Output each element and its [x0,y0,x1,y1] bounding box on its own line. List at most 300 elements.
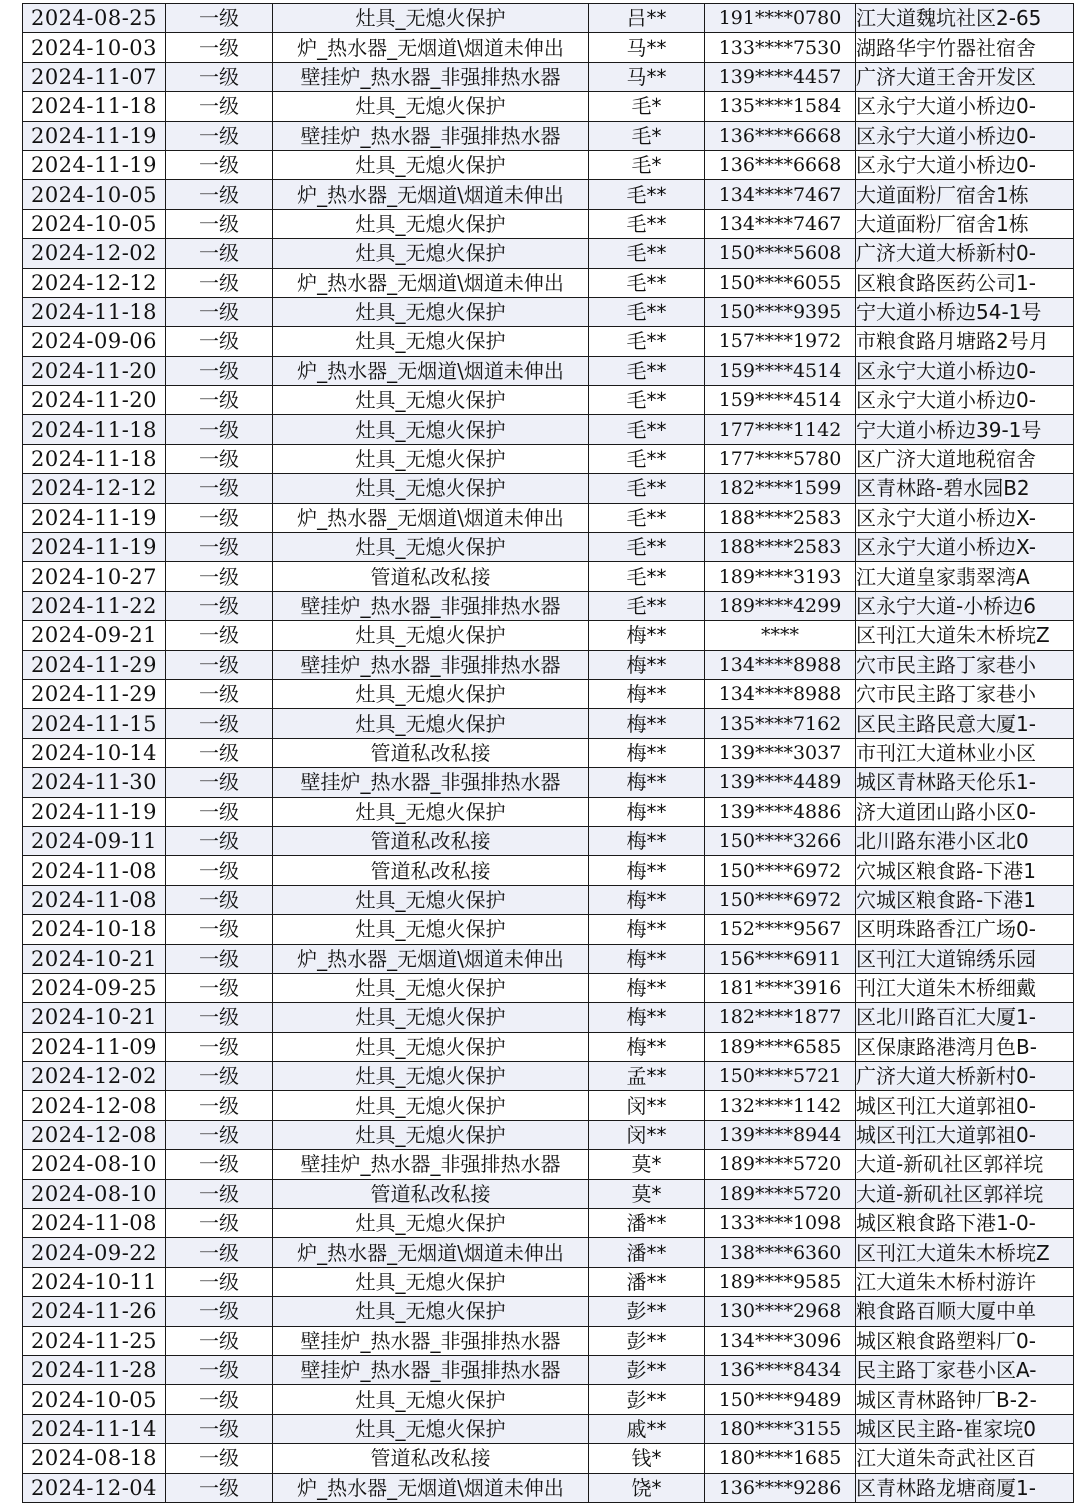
date-cell: 2024-11-26 [23,1297,166,1326]
level-cell: 一级 [166,709,273,738]
level-cell: 一级 [166,650,273,679]
date-cell: 2024-11-19 [23,797,166,826]
name-cell: 毛** [589,268,705,297]
name-cell: 毛** [589,297,705,326]
address-cell: 穴市民主路丁家巷小 [856,650,1074,679]
table-row [23,1209,1074,1238]
hazard-type-cell: 灶具_无熄火保护 [273,1062,589,1091]
phone-cell: 177****1142 [705,415,856,444]
name-cell: 梅** [589,885,705,914]
level-cell: 一级 [166,973,273,1002]
hazard-type-cell: 灶具_无熄火保护 [273,533,589,562]
date-cell: 2024-10-05 [23,209,166,238]
date-cell: 2024-11-19 [23,533,166,562]
level-cell: 一级 [166,1267,273,1296]
hazard-type-cell: 灶具_无熄火保护 [273,915,589,944]
name-cell: 梅** [589,621,705,650]
table-row [23,1267,1074,1296]
hazard-type-cell: 灶具_无熄火保护 [273,444,589,473]
hazard-type-cell: 壁挂炉_热水器_非强排热水器 [273,1326,589,1355]
level-cell: 一级 [166,180,273,209]
hazard-type-cell: 壁挂炉_热水器_非强排热水器 [273,1150,589,1179]
level-cell: 一级 [166,856,273,885]
phone-cell: 189****4299 [705,591,856,620]
hazard-type-cell: 灶具_无熄火保护 [273,1003,589,1032]
name-cell: 梅** [589,679,705,708]
address-cell: 区永宁大道-小桥边6 [856,591,1074,620]
phone-cell: 130****2968 [705,1297,856,1326]
table-row [23,885,1074,914]
hazard-type-cell: 炉_热水器_无烟道\烟道未伸出 [273,180,589,209]
name-cell: 彭** [589,1326,705,1355]
date-cell: 2024-11-08 [23,885,166,914]
table-row [23,444,1074,473]
hazard-type-cell: 炉_热水器_无烟道\烟道未伸出 [273,944,589,973]
date-cell: 2024-09-22 [23,1238,166,1267]
name-cell: 潘** [589,1267,705,1296]
phone-cell: 150****9395 [705,297,856,326]
date-cell: 2024-11-25 [23,1326,166,1355]
date-cell: 2024-08-25 [23,4,166,33]
phone-cell: 133****7530 [705,33,856,62]
table-row [23,768,1074,797]
level-cell: 一级 [166,297,273,326]
hazard-type-cell: 壁挂炉_热水器_非强排热水器 [273,62,589,91]
level-cell: 一级 [166,826,273,855]
address-cell: 区永宁大道小桥边X- [856,533,1074,562]
table-row [23,562,1074,591]
address-cell: 江大道朱木桥村游许 [856,1267,1074,1296]
address-cell: 区广济大道地税宿舍 [856,444,1074,473]
phone-cell: 134****8988 [705,679,856,708]
table-row [23,1326,1074,1355]
table-row [23,621,1074,650]
table-row [23,268,1074,297]
hazard-type-cell: 灶具_无熄火保护 [273,621,589,650]
date-cell: 2024-10-03 [23,33,166,62]
name-cell: 梅** [589,1003,705,1032]
hazard-type-cell: 灶具_无熄火保护 [273,92,589,121]
hazard-type-cell: 管道私改私接 [273,738,589,767]
level-cell: 一级 [166,503,273,532]
name-cell: 莫* [589,1179,705,1208]
name-cell: 毛** [589,533,705,562]
level-cell: 一级 [166,444,273,473]
address-cell: 大道-新矶社区郭祥垸 [856,1179,1074,1208]
table-row [23,1032,1074,1061]
level-cell: 一级 [166,1444,273,1473]
name-cell: 梅** [589,650,705,679]
address-cell: 粮食路百顺大厦中单 [856,1297,1074,1326]
level-cell: 一级 [166,768,273,797]
name-cell: 莫* [589,1150,705,1179]
level-cell: 一级 [166,1032,273,1061]
date-cell: 2024-08-10 [23,1150,166,1179]
name-cell: 毛** [589,444,705,473]
phone-cell: 156****6911 [705,944,856,973]
phone-cell: 150****5721 [705,1062,856,1091]
hazard-type-cell: 灶具_无熄火保护 [273,885,589,914]
name-cell: 彭** [589,1385,705,1414]
address-cell: 广济大道王舍开发区 [856,62,1074,91]
date-cell: 2024-11-19 [23,150,166,179]
date-cell: 2024-10-18 [23,915,166,944]
address-cell: 区刊江大道朱木桥垸Z [856,621,1074,650]
level-cell: 一级 [166,885,273,914]
date-cell: 2024-12-12 [23,474,166,503]
level-cell: 一级 [166,1091,273,1120]
hazard-type-cell: 灶具_无熄火保护 [273,797,589,826]
address-cell: 穴城区粮食路-下港1 [856,885,1074,914]
address-cell: 穴城区粮食路-下港1 [856,856,1074,885]
table-row [23,944,1074,973]
phone-cell: 136****9286 [705,1473,856,1502]
table-row [23,1003,1074,1032]
address-cell: 区永宁大道小桥边0- [856,356,1074,385]
name-cell: 马** [589,62,705,91]
table-row [23,709,1074,738]
date-cell: 2024-10-05 [23,180,166,209]
name-cell: 梅** [589,944,705,973]
date-cell: 2024-10-11 [23,1267,166,1296]
level-cell: 一级 [166,1297,273,1326]
date-cell: 2024-09-21 [23,621,166,650]
phone-cell: 139****4457 [705,62,856,91]
table-row [23,209,1074,238]
level-cell: 一级 [166,150,273,179]
phone-cell: 136****6668 [705,150,856,179]
phone-cell: 150****3266 [705,826,856,855]
date-cell: 2024-11-07 [23,62,166,91]
table-row [23,856,1074,885]
level-cell: 一级 [166,327,273,356]
name-cell: 梅** [589,1032,705,1061]
address-cell: 宁大道小桥边54-1号 [856,297,1074,326]
level-cell: 一级 [166,915,273,944]
name-cell: 梅** [589,768,705,797]
hazard-type-cell: 灶具_无熄火保护 [273,1091,589,1120]
name-cell: 梅** [589,738,705,767]
hazard-type-cell: 炉_热水器_无烟道\烟道未伸出 [273,33,589,62]
level-cell: 一级 [166,533,273,562]
table-row [23,503,1074,532]
phone-cell: 138****6360 [705,1238,856,1267]
level-cell: 一级 [166,679,273,708]
address-cell: 区永宁大道小桥边X- [856,503,1074,532]
level-cell: 一级 [166,386,273,415]
date-cell: 2024-09-25 [23,973,166,1002]
table-row [23,62,1074,91]
level-cell: 一级 [166,33,273,62]
hazard-type-cell: 管道私改私接 [273,826,589,855]
level-cell: 一级 [166,1062,273,1091]
level-cell: 一级 [166,209,273,238]
level-cell: 一级 [166,1120,273,1149]
phone-cell: 189****3193 [705,562,856,591]
level-cell: 一级 [166,1179,273,1208]
address-cell: 城区民主路-崔家垸0 [856,1414,1074,1443]
address-cell: 湖路华宇竹器社宿舍 [856,33,1074,62]
hazard-type-cell: 灶具_无熄火保护 [273,150,589,179]
table-row [23,180,1074,209]
name-cell: 梅** [589,826,705,855]
level-cell: 一级 [166,1414,273,1443]
table-row [23,973,1074,1002]
date-cell: 2024-11-09 [23,1032,166,1061]
date-cell: 2024-12-04 [23,1473,166,1502]
date-cell: 2024-11-28 [23,1355,166,1384]
hazard-type-cell: 灶具_无熄火保护 [273,4,589,33]
phone-cell: 188****2583 [705,503,856,532]
table-row [23,591,1074,620]
hazard-type-cell: 灶具_无熄火保护 [273,1120,589,1149]
address-cell: 大道-新矶社区郭祥垸 [856,1150,1074,1179]
hazard-type-cell: 壁挂炉_热水器_非强排热水器 [273,591,589,620]
address-cell: 广济大道大桥新村0- [856,239,1074,268]
phone-cell: 139****3037 [705,738,856,767]
level-cell: 一级 [166,1385,273,1414]
table-row [23,1062,1074,1091]
date-cell: 2024-11-29 [23,679,166,708]
table-row [23,679,1074,708]
date-cell: 2024-11-19 [23,121,166,150]
table-row [23,915,1074,944]
name-cell: 毛** [589,562,705,591]
name-cell: 饶* [589,1473,705,1502]
hazard-type-cell: 灶具_无熄火保护 [273,1032,589,1061]
table-row [23,356,1074,385]
name-cell: 毛** [589,386,705,415]
level-cell: 一级 [166,1326,273,1355]
date-cell: 2024-10-21 [23,944,166,973]
name-cell: 毛* [589,92,705,121]
date-cell: 2024-11-19 [23,503,166,532]
hazard-records-table [22,3,1074,1503]
hazard-type-cell: 壁挂炉_热水器_非强排热水器 [273,1355,589,1384]
level-cell: 一级 [166,92,273,121]
address-cell: 城区粮食路塑料厂0- [856,1326,1074,1355]
phone-cell: 191****0780 [705,4,856,33]
hazard-type-cell: 灶具_无熄火保护 [273,297,589,326]
address-cell: 区青林路龙塘商厦1- [856,1473,1074,1502]
name-cell: 闵** [589,1120,705,1149]
phone-cell: 150****6972 [705,856,856,885]
address-cell: 宁大道小桥边39-1号 [856,415,1074,444]
name-cell: 毛* [589,121,705,150]
table-row [23,386,1074,415]
name-cell: 梅** [589,797,705,826]
phone-cell: 189****6585 [705,1032,856,1061]
date-cell: 2024-09-11 [23,826,166,855]
phone-cell: 189****9585 [705,1267,856,1296]
phone-cell: 150****6055 [705,268,856,297]
date-cell: 2024-08-18 [23,1444,166,1473]
table-row [23,1297,1074,1326]
name-cell: 毛** [589,356,705,385]
address-cell: 城区青林路钟厂B-2- [856,1385,1074,1414]
hazard-type-cell: 灶具_无熄火保护 [273,209,589,238]
address-cell: 区永宁大道小桥边0- [856,150,1074,179]
phone-cell: **** [705,621,856,650]
phone-cell: 136****6668 [705,121,856,150]
hazard-type-cell: 炉_热水器_无烟道\烟道未伸出 [273,268,589,297]
table-row [23,738,1074,767]
table-row [23,533,1074,562]
table-row [23,327,1074,356]
phone-cell: 181****3916 [705,973,856,1002]
hazard-type-cell: 灶具_无熄火保护 [273,1267,589,1296]
hazard-type-cell: 灶具_无熄火保护 [273,973,589,1002]
date-cell: 2024-11-30 [23,768,166,797]
date-cell: 2024-12-02 [23,239,166,268]
level-cell: 一级 [166,356,273,385]
date-cell: 2024-12-08 [23,1120,166,1149]
date-cell: 2024-10-05 [23,1385,166,1414]
table-row [23,1150,1074,1179]
hazard-type-cell: 管道私改私接 [273,1179,589,1208]
address-cell: 区北川路百汇大厦1- [856,1003,1074,1032]
hazard-type-cell: 炉_热水器_无烟道\烟道未伸出 [273,356,589,385]
date-cell: 2024-09-06 [23,327,166,356]
hazard-type-cell: 灶具_无熄火保护 [273,1385,589,1414]
phone-cell: 180****3155 [705,1414,856,1443]
date-cell: 2024-12-02 [23,1062,166,1091]
level-cell: 一级 [166,562,273,591]
address-cell: 江大道皇家翡翠湾A [856,562,1074,591]
hazard-type-cell: 灶具_无熄火保护 [273,1209,589,1238]
phone-cell: 152****9567 [705,915,856,944]
phone-cell: 134****7467 [705,180,856,209]
name-cell: 梅** [589,856,705,885]
table-row [23,92,1074,121]
level-cell: 一级 [166,944,273,973]
table-row [23,650,1074,679]
name-cell: 潘** [589,1238,705,1267]
hazard-type-cell: 灶具_无熄火保护 [273,327,589,356]
hazard-type-cell: 灶具_无熄火保护 [273,709,589,738]
level-cell: 一级 [166,1355,273,1384]
hazard-type-cell: 灶具_无熄火保护 [273,239,589,268]
date-cell: 2024-11-14 [23,1414,166,1443]
address-cell: 区明珠路香江广场0- [856,915,1074,944]
phone-cell: 136****8434 [705,1355,856,1384]
name-cell: 吕** [589,4,705,33]
address-cell: 北川路东港小区北0 [856,826,1074,855]
hazard-type-cell: 灶具_无熄火保护 [273,1414,589,1443]
hazard-type-cell: 灶具_无熄火保护 [273,1297,589,1326]
name-cell: 毛** [589,591,705,620]
date-cell: 2024-10-14 [23,738,166,767]
date-cell: 2024-10-27 [23,562,166,591]
address-cell: 城区刊江大道郭祖0- [856,1120,1074,1149]
phone-cell: 189****5720 [705,1150,856,1179]
table-row [23,826,1074,855]
level-cell: 一级 [166,4,273,33]
table-body [23,4,1074,1503]
phone-cell: 182****1599 [705,474,856,503]
phone-cell: 132****1142 [705,1091,856,1120]
table-row [23,239,1074,268]
address-cell: 市粮食路月塘路2号月 [856,327,1074,356]
address-cell: 民主路丁家巷小区A- [856,1355,1074,1384]
level-cell: 一级 [166,1209,273,1238]
phone-cell: 135****1584 [705,92,856,121]
table-row [23,415,1074,444]
date-cell: 2024-11-18 [23,415,166,444]
phone-cell: 150****6972 [705,885,856,914]
hazard-type-cell: 壁挂炉_热水器_非强排热水器 [273,121,589,150]
address-cell: 穴市民主路丁家巷小 [856,679,1074,708]
table-row [23,1120,1074,1149]
name-cell: 戚** [589,1414,705,1443]
phone-cell: 180****1685 [705,1444,856,1473]
level-cell: 一级 [166,797,273,826]
hazard-type-cell: 管道私改私接 [273,562,589,591]
table-row [23,1473,1074,1502]
hazard-type-cell: 管道私改私接 [273,1444,589,1473]
phone-cell: 133****1098 [705,1209,856,1238]
phone-cell: 188****2583 [705,533,856,562]
address-cell: 区刊江大道朱木桥垸Z [856,1238,1074,1267]
hazard-type-cell: 灶具_无熄火保护 [273,474,589,503]
table-row [23,33,1074,62]
phone-cell: 150****5608 [705,239,856,268]
name-cell: 毛** [589,327,705,356]
name-cell: 毛** [589,209,705,238]
date-cell: 2024-11-20 [23,356,166,385]
date-cell: 2024-11-18 [23,444,166,473]
address-cell: 城区青林路天伦乐1- [856,768,1074,797]
address-cell: 区刊江大道锦绣乐园 [856,944,1074,973]
hazard-type-cell: 灶具_无熄火保护 [273,415,589,444]
address-cell: 区永宁大道小桥边0- [856,121,1074,150]
level-cell: 一级 [166,415,273,444]
address-cell: 区民主路民意大厦1- [856,709,1074,738]
address-cell: 大道面粉厂宿舍1栋 [856,209,1074,238]
table-row [23,150,1074,179]
address-cell: 区保康路港湾月色B- [856,1032,1074,1061]
table-row [23,1091,1074,1120]
phone-cell: 159****4514 [705,386,856,415]
name-cell: 梅** [589,709,705,738]
phone-cell: 139****8944 [705,1120,856,1149]
date-cell: 2024-12-12 [23,268,166,297]
table-row [23,1355,1074,1384]
name-cell: 梅** [589,973,705,1002]
address-cell: 江大道朱奇武社区百 [856,1444,1074,1473]
address-cell: 区青林路-碧水园B2 [856,474,1074,503]
name-cell: 彭** [589,1355,705,1384]
level-cell: 一级 [166,239,273,268]
level-cell: 一级 [166,738,273,767]
name-cell: 闵** [589,1091,705,1120]
name-cell: 毛** [589,503,705,532]
phone-cell: 159****4514 [705,356,856,385]
table-row [23,1385,1074,1414]
table-row [23,1179,1074,1208]
phone-cell: 134****7467 [705,209,856,238]
hazard-type-cell: 炉_热水器_无烟道\烟道未伸出 [273,503,589,532]
address-cell: 大道面粉厂宿舍1栋 [856,180,1074,209]
level-cell: 一级 [166,1150,273,1179]
address-cell: 城区刊江大道郭祖0- [856,1091,1074,1120]
phone-cell: 189****5720 [705,1179,856,1208]
level-cell: 一级 [166,474,273,503]
level-cell: 一级 [166,1473,273,1502]
address-cell: 广济大道大桥新村0- [856,1062,1074,1091]
name-cell: 毛** [589,180,705,209]
address-cell: 区粮食路医药公司1- [856,268,1074,297]
